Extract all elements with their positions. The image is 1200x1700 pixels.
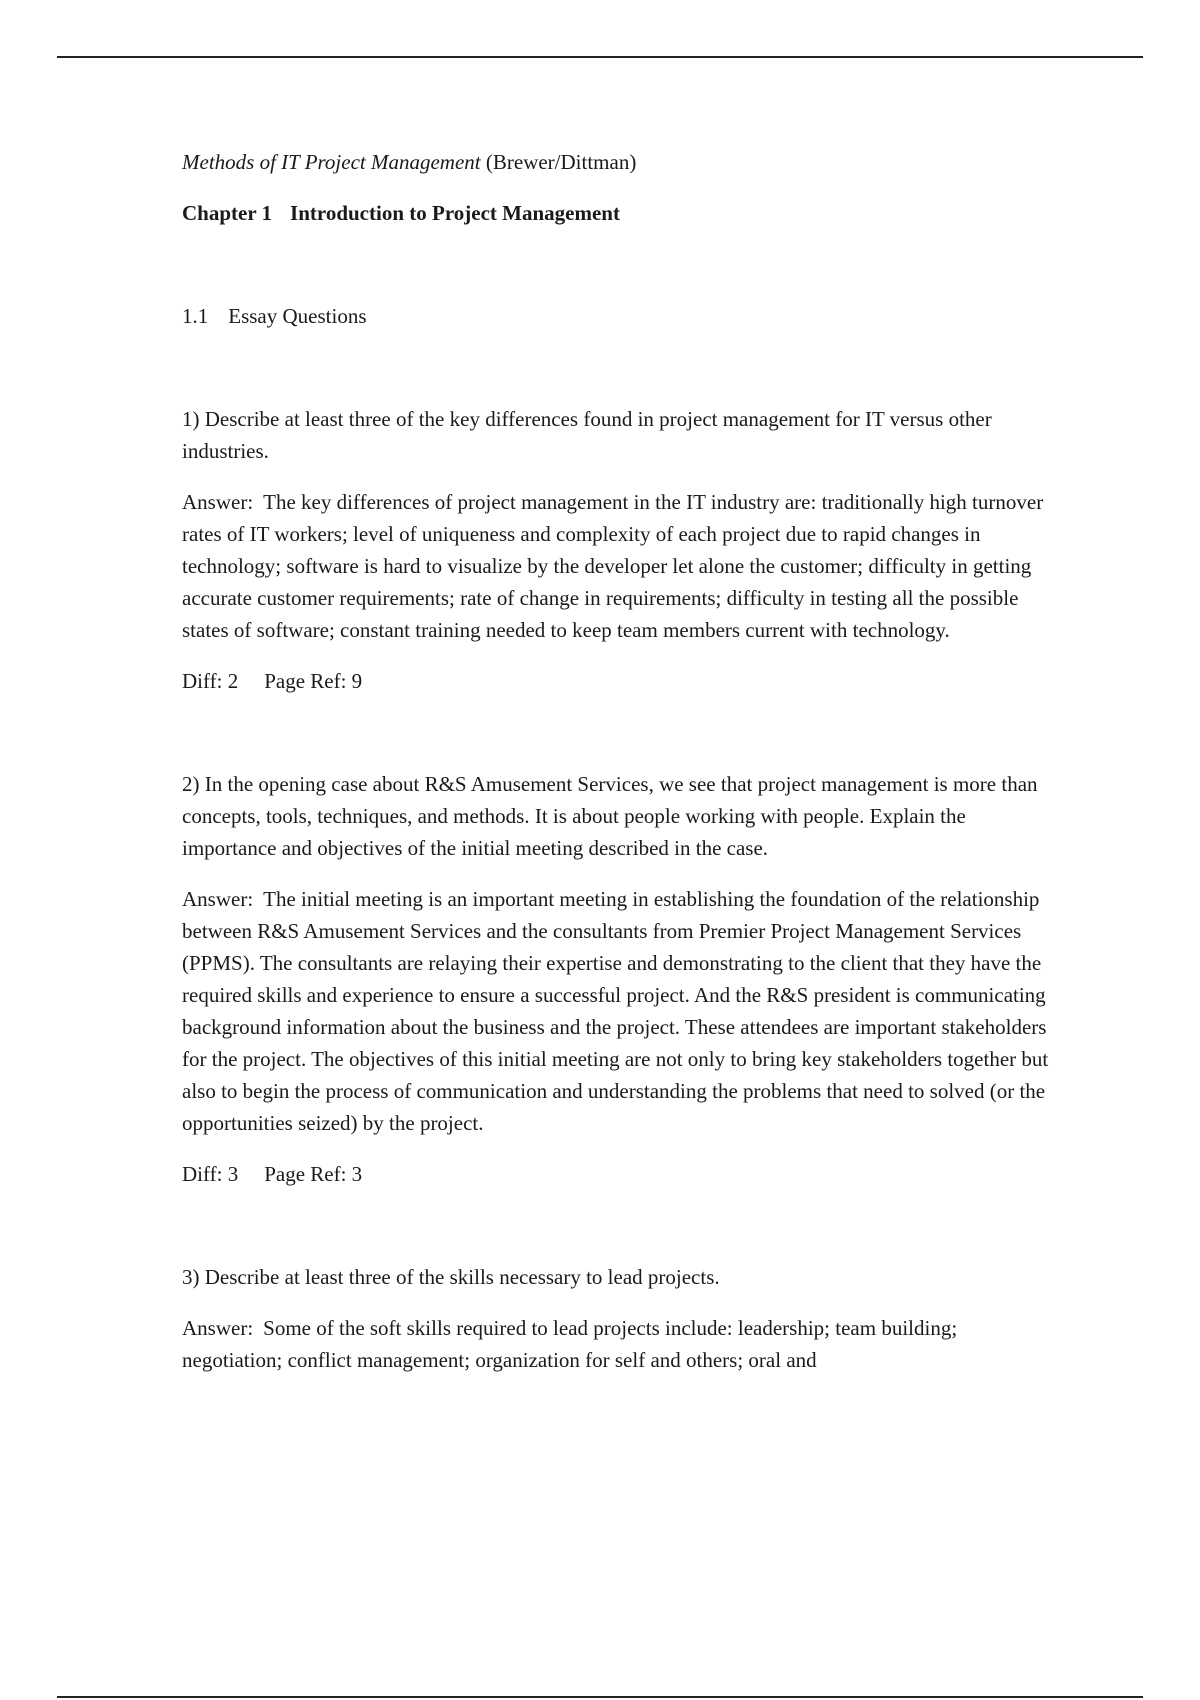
bottom-rule [57, 1696, 1143, 1698]
answer-3 [182, 1312, 1062, 1376]
chapter-title: Introduction to Project Management [290, 201, 620, 225]
section-title: Essay Questions [228, 304, 367, 328]
difficulty: Diff: 2 [182, 669, 239, 693]
answer-2 [182, 883, 1062, 1139]
answer-1 [182, 486, 1062, 646]
answer-label: Answer: [182, 1316, 254, 1340]
question-2: 2) In the opening case about R&S Amusement Services, we see that project management is more than concepts, tools, techniques, and methods. It is about people working with people. Explain the importance and objectives of the initial meeting described in the case. [182, 772, 1038, 860]
top-rule [57, 56, 1143, 58]
answer-label: Answer: [182, 490, 254, 514]
document-page [182, 146, 1062, 1395]
answer-text: The initial meeting is an important meeting in establishing the foundation of the relationship between R&S Amusement Services and the consultants from Premier Project Management Services (PPMS). The consultants are relaying their expertise and demonstrating to the client that they have the required skills and experience to ensure a successful project. And the R&S president is communicating background information about the business and the project. These attendees are important stakeholders for the project. The objectives of this initial meeting are not only to bring key stakeholders together but also to begin the process of communication and understanding the problems that need to solved (or the opportunities seized) by the project. [182, 887, 1049, 1135]
difficulty: Diff: 3 [182, 1162, 239, 1186]
section-number: 1.1 [182, 304, 209, 328]
question-1: 1) Describe at least three of the key differences found in project management for IT versus other industries. [182, 407, 992, 463]
chapter-heading [182, 197, 1062, 229]
book-title: Methods of IT Project Management [182, 150, 481, 174]
question-3: 3) Describe at least three of the skills necessary to lead projects. [182, 1265, 720, 1289]
book-authors: (Brewer/Dittman) [485, 150, 637, 174]
question-1-meta [182, 665, 1062, 697]
page-ref: Page Ref: 9 [264, 669, 363, 693]
section-heading [182, 300, 1062, 332]
answer-text: Some of the soft skills required to lead projects include: leadership; team building; negotiation; conflict management; organization for self and others; oral and [182, 1316, 958, 1372]
answer-label: Answer: [182, 887, 254, 911]
answer-text: The key differences of project management in the IT industry are: traditionally high turnover rates of IT workers; level of uniqueness and complexity of each project due to rapid changes in technology; software is hard to visualize by the developer let alone the customer; difficulty in getting accurate customer requirements; rate of change in requirements; difficulty in testing all the possible states of software; constant training needed to keep team members current with technology. [182, 490, 1044, 642]
book-reference [182, 146, 1062, 178]
question-2-meta [182, 1158, 1062, 1190]
page-ref: Page Ref: 3 [264, 1162, 363, 1186]
chapter-number: Chapter 1 [182, 201, 273, 225]
